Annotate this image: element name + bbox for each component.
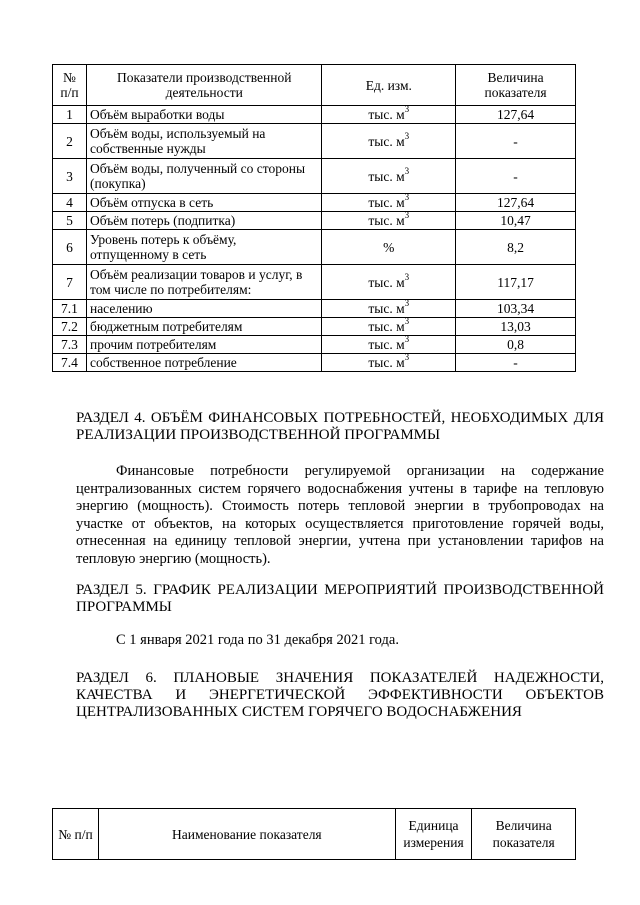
header-unit: Единица измерения bbox=[395, 809, 472, 860]
row-value: - bbox=[456, 354, 576, 372]
row-indicator: Уровень потерь к объёму, отпущенному в сеть bbox=[86, 230, 322, 265]
row-unit bbox=[322, 212, 456, 230]
table-row bbox=[53, 336, 576, 354]
section-4-paragraph: Финансовые потребности регулируемой организации на содержание централизованных систем горячего водоснабжения учтены в тарифе на тепловую энергию (мощность). Стоимость потерь тепловой энергии в трубопроводах на участке от объектов, на которых осуществляется приготовление горячей воды, отнесенная на единицу тепловой энергии, учтена при установлении тарифов на тепловую энергию (мощность). bbox=[76, 463, 604, 567]
row-value: 127,64 bbox=[456, 106, 576, 124]
table-row bbox=[53, 159, 576, 194]
header-value: Величина показателя bbox=[472, 809, 576, 860]
reliability-indicators-table bbox=[52, 808, 576, 860]
row-unit bbox=[322, 159, 456, 194]
row-value: 117,17 bbox=[456, 265, 576, 300]
unit-text: % bbox=[383, 239, 395, 255]
row-num: 7.1 bbox=[53, 300, 87, 318]
row-num: 7 bbox=[53, 265, 87, 300]
production-table-body bbox=[53, 106, 576, 372]
row-num: 2 bbox=[53, 124, 87, 159]
row-num: 7.2 bbox=[53, 318, 87, 336]
header-unit: Ед. изм. bbox=[322, 65, 456, 106]
production-indicators-table bbox=[52, 64, 576, 372]
row-indicator: собственное потребление bbox=[86, 354, 322, 372]
unit-exponent: 3 bbox=[404, 352, 410, 362]
unit-text: тыс. м bbox=[368, 319, 405, 334]
row-unit bbox=[322, 354, 456, 372]
row-value: - bbox=[456, 159, 576, 194]
table-row bbox=[53, 230, 576, 265]
row-indicator: населению bbox=[86, 300, 322, 318]
unit-exponent: 3 bbox=[404, 130, 410, 141]
table-row bbox=[53, 194, 576, 212]
row-num: 1 bbox=[53, 106, 87, 124]
row-num: 7.3 bbox=[53, 336, 87, 354]
row-indicator: прочим потребителям bbox=[86, 336, 322, 354]
header-name: Наименование показателя bbox=[98, 809, 395, 860]
unit-text: тыс. м bbox=[368, 301, 405, 316]
row-unit bbox=[322, 318, 456, 336]
table-row bbox=[53, 318, 576, 336]
table-header-row bbox=[53, 65, 576, 106]
unit-text: тыс. м bbox=[368, 274, 405, 290]
row-num: 6 bbox=[53, 230, 87, 265]
row-unit bbox=[322, 124, 456, 159]
unit-exponent: 3 bbox=[404, 316, 410, 326]
section-5-text: С 1 января 2021 года по 31 декабря 2021 года. bbox=[116, 632, 399, 648]
row-unit bbox=[322, 106, 456, 124]
unit-exponent: 3 bbox=[404, 334, 410, 344]
unit-text: тыс. м bbox=[368, 133, 405, 149]
row-value: 8,2 bbox=[456, 230, 576, 265]
row-value: 0,8 bbox=[456, 336, 576, 354]
row-unit bbox=[322, 194, 456, 212]
unit-text: тыс. м bbox=[368, 168, 405, 184]
row-num: 7.4 bbox=[53, 354, 87, 372]
header-value: Величина показателя bbox=[456, 65, 576, 106]
row-unit bbox=[322, 230, 456, 265]
table-row bbox=[53, 300, 576, 318]
row-value: 103,34 bbox=[456, 300, 576, 318]
row-indicator: Объём воды, полученный со стороны (покупка) bbox=[86, 159, 322, 194]
table-row bbox=[53, 212, 576, 230]
section-6-heading: РАЗДЕЛ 6. ПЛАНОВЫЕ ЗНАЧЕНИЯ ПОКАЗАТЕЛЕЙ НАДЕЖНОСТИ, КАЧЕСТВА И ЭНЕРГЕТИЧЕСКОЙ ЭФФЕКТИВНОСТИ ОБЪЕКТОВ ЦЕНТРАЛИЗОВАННЫХ СИСТЕМ ГОРЯЧЕГО ВОДОСНАБЖЕНИЯ bbox=[76, 670, 604, 720]
unit-exponent: 3 bbox=[404, 104, 410, 114]
row-num: 5 bbox=[53, 212, 87, 230]
row-num: 3 bbox=[53, 159, 87, 194]
section-5-heading: РАЗДЕЛ 5. ГРАФИК РЕАЛИЗАЦИИ МЕРОПРИЯТИЙ ПРОИЗВОДСТВЕННОЙ ПРОГРАММЫ bbox=[76, 582, 604, 615]
row-value: 13,03 bbox=[456, 318, 576, 336]
unit-text: тыс. м bbox=[368, 195, 405, 210]
row-unit bbox=[322, 336, 456, 354]
row-value: 10,47 bbox=[456, 212, 576, 230]
row-indicator: бюджетным потребителям bbox=[86, 318, 322, 336]
table-row bbox=[53, 265, 576, 300]
unit-text: тыс. м bbox=[368, 355, 405, 370]
unit-exponent: 3 bbox=[404, 210, 410, 220]
row-indicator: Объём воды, используемый на собственные нужды bbox=[86, 124, 322, 159]
row-indicator: Объём потерь (подпитка) bbox=[86, 212, 322, 230]
table-row bbox=[53, 124, 576, 159]
header-indicator: Показатели производственной деятельности bbox=[86, 65, 322, 106]
row-indicator: Объём реализации товаров и услуг, в том числе по потребителям: bbox=[86, 265, 322, 300]
header-num: № п/п bbox=[53, 65, 87, 106]
row-unit bbox=[322, 265, 456, 300]
row-value: - bbox=[456, 124, 576, 159]
unit-exponent: 3 bbox=[404, 298, 410, 308]
unit-exponent: 3 bbox=[404, 192, 410, 202]
table-row bbox=[53, 106, 576, 124]
table-row bbox=[53, 354, 576, 372]
unit-text: тыс. м bbox=[368, 337, 405, 352]
unit-exponent: 3 bbox=[404, 271, 410, 282]
section-4-heading: РАЗДЕЛ 4. ОБЪЁМ ФИНАНСОВЫХ ПОТРЕБНОСТЕЙ, НЕОБХОДИМЫХ ДЛЯ РЕАЛИЗАЦИИ ПРОИЗВОДСТВЕННОЙ ПРОГРАММЫ bbox=[76, 410, 604, 443]
unit-exponent: 3 bbox=[404, 165, 410, 176]
row-unit bbox=[322, 300, 456, 318]
table-header-row bbox=[53, 809, 576, 860]
row-indicator: Объём выработки воды bbox=[86, 106, 322, 124]
row-value: 127,64 bbox=[456, 194, 576, 212]
row-indicator: Объём отпуска в сеть bbox=[86, 194, 322, 212]
unit-text: тыс. м bbox=[368, 213, 405, 228]
row-num: 4 bbox=[53, 194, 87, 212]
unit-text: тыс. м bbox=[368, 107, 405, 122]
header-num: № п/п bbox=[53, 809, 99, 860]
